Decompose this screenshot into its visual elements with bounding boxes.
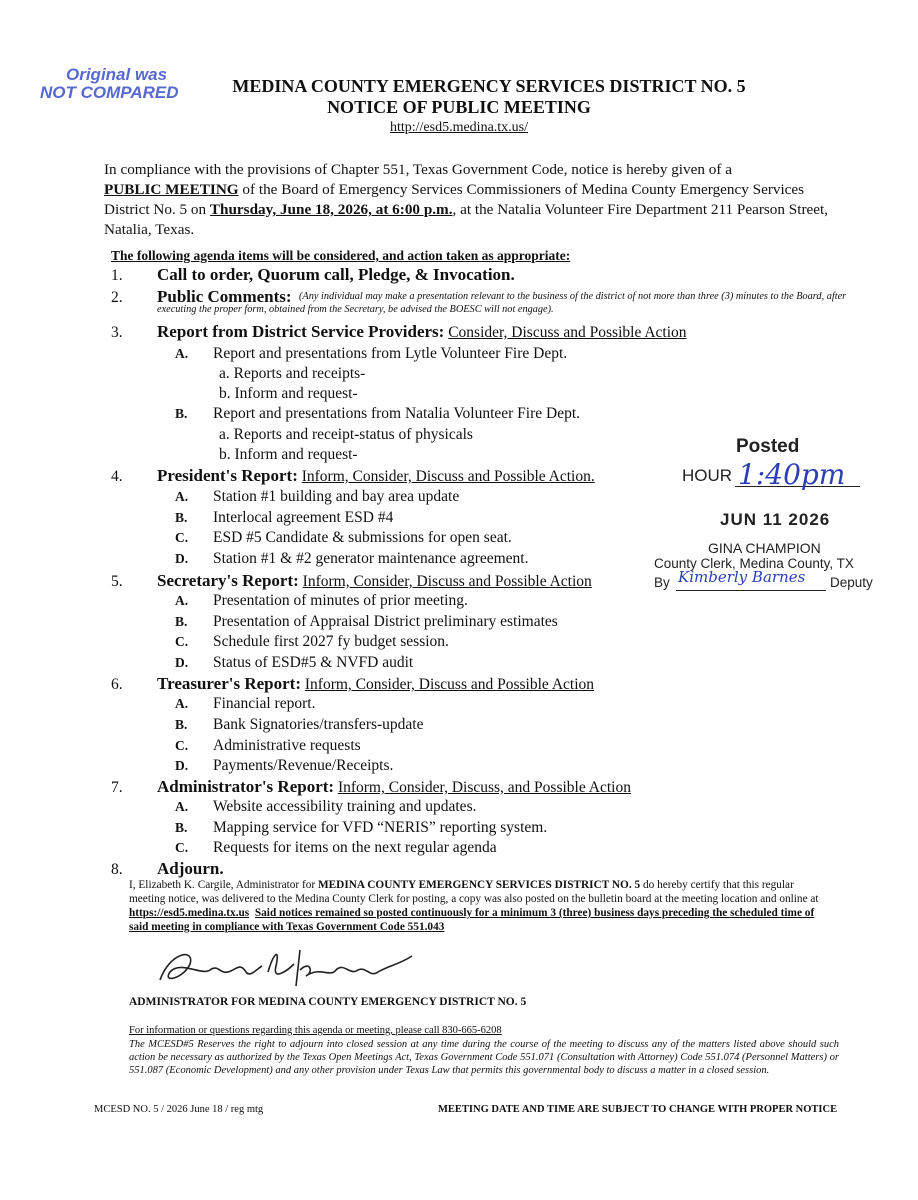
sub-text: Report and presentations from Lytle Volunteer Fire Dept. (213, 345, 568, 362)
sub-text: Interlocal agreement ESD #4 (213, 509, 394, 526)
item-4-sub-a (175, 488, 459, 506)
sub-text: Station #1 building and bay area update (213, 488, 460, 505)
sub-text: Mapping service for VFD “NERIS” reporting system. (213, 819, 548, 836)
item-lead: Report from District Service Providers: (157, 322, 445, 341)
public-meeting-label: PUBLIC MEETING (104, 181, 239, 198)
posted-date: JUN 11 2026 (720, 510, 831, 529)
posted-hour-value: 1:40pm (738, 458, 846, 491)
item-4-sub-c (175, 529, 512, 547)
sub-letter: D. (175, 551, 189, 566)
item-3-sub-b-b: b. Inform and request- (219, 446, 358, 463)
agenda-item-4 (111, 466, 595, 486)
item-7-sub-a (175, 798, 476, 816)
sub-text: Financial report. (213, 695, 316, 712)
cert-org: MEDINA COUNTY EMERGENCY SERVICES DISTRICT NO. 5 (317, 879, 641, 891)
item-3-sub-b (175, 405, 580, 423)
posted-by-line (676, 590, 826, 591)
sub-text: Report and presentations from Natalia Volunteer Fire Dept. (213, 405, 581, 422)
district-title: MEDINA COUNTY EMERGENCY SERVICES DISTRICT NO. 5 (232, 76, 746, 96)
clerk-name: GINA CHAMPION (708, 540, 821, 556)
cert-url-link[interactable]: https://esd5.medina.tx.us (129, 907, 250, 919)
agenda-item-3 (111, 322, 687, 342)
sub-letter: B. (175, 717, 188, 732)
sub-letter: C. (175, 634, 189, 649)
sub-text: Payments/Revenue/Receipts. (213, 757, 394, 774)
sub-letter: A. (175, 346, 189, 361)
district-url[interactable] (0, 120, 918, 136)
item-3-sub-a (175, 345, 567, 363)
item-number: 1. (111, 267, 123, 284)
item-5-sub-b (175, 613, 558, 631)
item-6-sub-a (175, 695, 315, 713)
item-number: 2. (111, 289, 123, 306)
sub-letter: C. (175, 840, 189, 855)
intro-paragraph (104, 160, 834, 240)
item-5-sub-d (175, 654, 413, 672)
sub-letter: C. (175, 530, 189, 545)
sub-letter: B. (175, 614, 188, 629)
agenda-item-7 (111, 777, 631, 797)
document-reference: MCESD NO. 5 / 2026 June 18 / reg mtg (94, 1104, 264, 1115)
signature-scribble (150, 942, 440, 994)
contact-info: For information or questions regarding this agenda or meeting, please call 830-665-6208 (129, 1025, 502, 1036)
sub-letter: B. (175, 406, 188, 421)
item-6-sub-c (175, 737, 361, 755)
item-number: 5. (111, 573, 123, 590)
item-5-sub-a (175, 592, 468, 610)
item-lead: Public Comments: (157, 287, 292, 306)
item-lead: Secretary's Report: (157, 571, 299, 590)
agenda-item-8 (111, 859, 224, 879)
item-number: 3. (111, 324, 123, 341)
district-url-link[interactable]: http://esd5.medina.tx.us/ (389, 120, 529, 135)
agenda-item-5 (111, 571, 592, 591)
item-action: Inform, Consider, Discuss, and Possible Action (337, 779, 631, 796)
deputy-signature: Kimberly Barnes (678, 568, 806, 586)
item-6-sub-d (175, 757, 393, 775)
certification-paragraph (129, 878, 819, 934)
clerk-title: County Clerk, Medina County, TX (654, 556, 854, 571)
agenda-item-1 (111, 265, 515, 285)
stamp-line-1: Original was (66, 65, 168, 84)
cert-text-3: Said notices remained so posted continuously for a minimum 3 (three) business days preceding the scheduled time of said meeting in compliance with Texas Government Code 551.043 (129, 907, 815, 933)
sub-text: Administrative requests (213, 737, 361, 754)
item-lead: Adjourn. (157, 859, 224, 878)
sub-text: Status of ESD#5 & NVFD audit (213, 654, 414, 671)
item-action: Inform, Consider, Discuss and Possible Action (302, 573, 592, 590)
posted-title: Posted (736, 436, 800, 457)
item-lead: Treasurer's Report: (157, 674, 301, 693)
sub-text: ESD #5 Candidate & submissions for open seat. (213, 529, 512, 546)
sub-text: Requests for items on the next regular agenda (213, 839, 497, 856)
cert-text-1: I, Elizabeth K. Cargile, Administrator for (129, 879, 318, 891)
cert-text-2: do hereby certify that this regular meeting notice, was delivered to the Medina County Clerk for posting, a copy was also posted on the bulletin board at the meeting location and online at (129, 879, 819, 905)
sub-letter: A. (175, 489, 189, 504)
item-3-sub-a-b: b. Inform and request- (219, 385, 358, 402)
item-6-sub-b (175, 716, 423, 734)
sub-letter: D. (175, 758, 189, 773)
sub-letter: A. (175, 696, 189, 711)
item-number: 6. (111, 676, 123, 693)
intro-text-2: of the Board of Emergency Services Commissioners of Medina County Emergency Services District No. 5 on (104, 181, 805, 218)
item-action: Inform, Consider, Discuss and Possible Action (304, 676, 595, 693)
sub-text: Station #1 & #2 generator maintenance agreement. (213, 550, 529, 567)
item-number: 7. (111, 779, 123, 796)
stamp-line-2: NOT COMPARED (40, 83, 179, 102)
closed-session-notice: The MCESD#5 Reserves the right to adjourn into closed session at any time during the course of the meeting to discuss any of the matters listed above should such action be necessary as authorized by the Texas Open Meetings Act, Texas Government Code 551.071 (Consultation with Attorney) Code 551.074 (Personnel Matters) or 551.087 (Economic Development) and any other provision under Texas Law that permits this governmental body to discuss a matter in a closed session. (129, 1039, 839, 1076)
sub-text: Website accessibility training and updates. (213, 798, 477, 815)
item-3-sub-b-a: a. Reports and receipt-status of physicals (219, 426, 473, 443)
sub-letter: B. (175, 510, 188, 525)
item-number: 8. (111, 861, 123, 878)
item-4-sub-d (175, 550, 528, 568)
deputy-label: Deputy (830, 575, 873, 590)
sub-letter: A. (175, 799, 189, 814)
agenda-heading: The following agenda items will be considered, and action taken as appropriate: (111, 248, 571, 263)
sub-letter: B. (175, 820, 188, 835)
item-4-sub-b (175, 509, 393, 527)
item-number: 4. (111, 468, 123, 485)
agenda-item-6 (111, 674, 594, 694)
change-notice: MEETING DATE AND TIME ARE SUBJECT TO CHANGE WITH PROPER NOTICE (438, 1104, 838, 1115)
sub-letter: D. (175, 655, 189, 670)
item-3-sub-a-a: a. Reports and receipts- (219, 365, 366, 382)
item-7-sub-b (175, 819, 547, 837)
intro-text-1: In compliance with the provisions of Chapter 551, Texas Government Code, notice is hereby given of a (104, 161, 732, 178)
public-comments-note-text: (Any individual may make a presentation relevant to the business of the district of not more than three (3) minutes to the Board, after executing the proper form, obtained from the Secretary, be advised the BOESC will not engage). (157, 291, 847, 315)
posted-hour-label: HOUR (682, 466, 733, 485)
sub-text: Presentation of Appraisal District preliminary estimates (213, 613, 558, 630)
administrator-signature (150, 942, 440, 999)
notice-title: NOTICE OF PUBLIC MEETING (327, 97, 591, 117)
public-comments-note (157, 290, 877, 316)
item-lead: Call to order, Quorum call, Pledge, & Invocation. (157, 265, 515, 284)
item-action: Inform, Consider, Discuss and Possible Action. (301, 468, 595, 485)
item-7-sub-c (175, 839, 497, 857)
posted-by-label: By (654, 575, 670, 590)
sub-text: Schedule first 2027 fy budget session. (213, 633, 449, 650)
intro-text-3: , at the Natalia Volunteer Fire Department 211 Pearson Street, Natalia, Texas. (104, 201, 829, 238)
item-action: Consider, Discuss and Possible Action (448, 324, 687, 341)
item-5-sub-c (175, 633, 449, 651)
sub-letter: A. (175, 593, 189, 608)
sub-text: Bank Signatories/transfers-update (213, 716, 424, 733)
administrator-title: ADMINISTRATOR FOR MEDINA COUNTY EMERGENCY DISTRICT NO. 5 (129, 996, 527, 1008)
item-lead: Administrator's Report: (157, 777, 335, 796)
meeting-date-time: Thursday, June 18, 2026, at 6:00 p.m. (209, 201, 453, 218)
sub-letter: C. (175, 738, 189, 753)
sub-text: Presentation of minutes of prior meeting. (213, 592, 468, 609)
item-lead: President's Report: (157, 466, 298, 485)
